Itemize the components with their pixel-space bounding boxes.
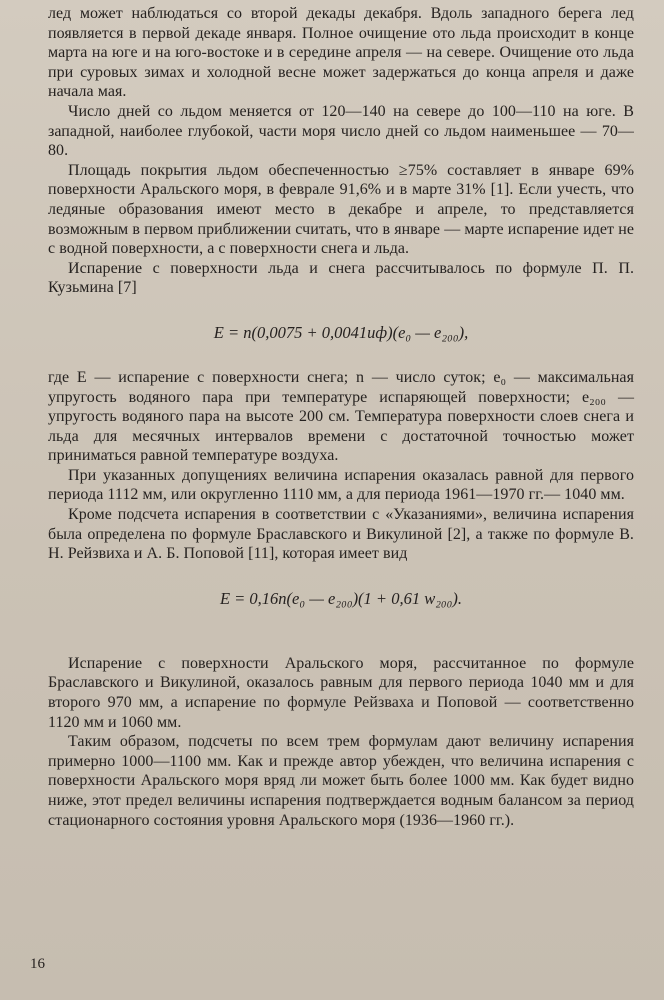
formula-kuzmin: E = n(0,0075 + 0,0041uф)(e₀ — e₂₀₀), [213, 322, 469, 342]
formula-reizvikh-popova: E = 0,16n(e₀ — e₂₀₀)(1 + 0,61 w₂₀₀). [219, 588, 463, 608]
paragraph-ice-timing: лед может наблюдаться со второй декады декабря. Вдоль западного берега лед появляется в первой декаде января. Полное очищение ото льда происходит в конце марта на юге и на юго-востоке и в середине апреля — на севере. Очищение ото льда при суровых зимах и холодной весне может задержаться до конца апреля и даже начала мая. [48, 5, 634, 101]
paragraph-conclusion: Таким образом, подсчеты по всем трем формулам дают величину испарения примерно 1000—1100 мм. Как и прежде автор убежден, что величина испарения с поверхности Аральского моря вряд ли может быть более 1000 мм. Как будет видно ниже, этот предел величины испарения подтверждается водным балансом за период стационарного состояния уровня Аральского моря (1936—1960 гг.). [48, 733, 634, 829]
paragraph-ice-area: Площадь покрытия льдом обеспеченностью ≥75% составляет в январе 69% поверхности Аральского моря, в феврале 91,6% и в марте 31% [1]. Если учесть, что ледяные образования имеют место в декабре и апреле, то представляется возможным в первом приближении считать, что в январе — марте испарение идет не с водной поверхности, а с поверхности снега и льда. [48, 161, 634, 258]
page-number: 16 [30, 956, 45, 972]
paragraph-alt-formulas: Кроме подсчета испарения в соответствии с «Указаниями», величина испарения была определена по формуле Браславского и Викулиной [2], а также по формуле В. Н. Рейзвиха и А. Б. Поповой [11], которая имеет вид [48, 506, 634, 563]
paragraph-comparison: Испарение с поверхности Аральского моря, рассчитанное по формуле Браславского и Викулиной, оказалось равным для первого периода 1040 мм и для второго 970 мм, а испарение по формуле Рейзваха и Поповой — соответственно 1120 мм и 1060 мм. [48, 654, 634, 731]
paragraph-evaporation-result: При указанных допущениях величина испарения оказалась равной для первого периода 1112 мм, или округленно 1110 мм, а для периода 1961—1970 гг.— 1040 мм. [48, 466, 634, 504]
paragraph-variables: где E — испарение с поверхности снега; n — число суток; e₀ — максимальная упругость водяного пара при температуре испаряющей поверхности; e₂₀₀ — упругость водяного пара на высоте 200 см. Температура поверхности слоев снега и льда для месячных интервалов времени с достаточной точностью может приниматься равной температуре воздуха. [48, 368, 634, 465]
paragraph-ice-days: Число дней со льдом меняется от 120—140 на севере до 100—110 на юге. В западной, наиболее глубокой, части моря число дней со льдом наименьшее — 70—80. [48, 102, 634, 160]
paragraph-kuzmin-intro: Испарение с поверхности льда и снега рассчитывалось по формуле П. П. Кузьмина [7] [48, 259, 634, 297]
text-body [48, 4, 634, 830]
